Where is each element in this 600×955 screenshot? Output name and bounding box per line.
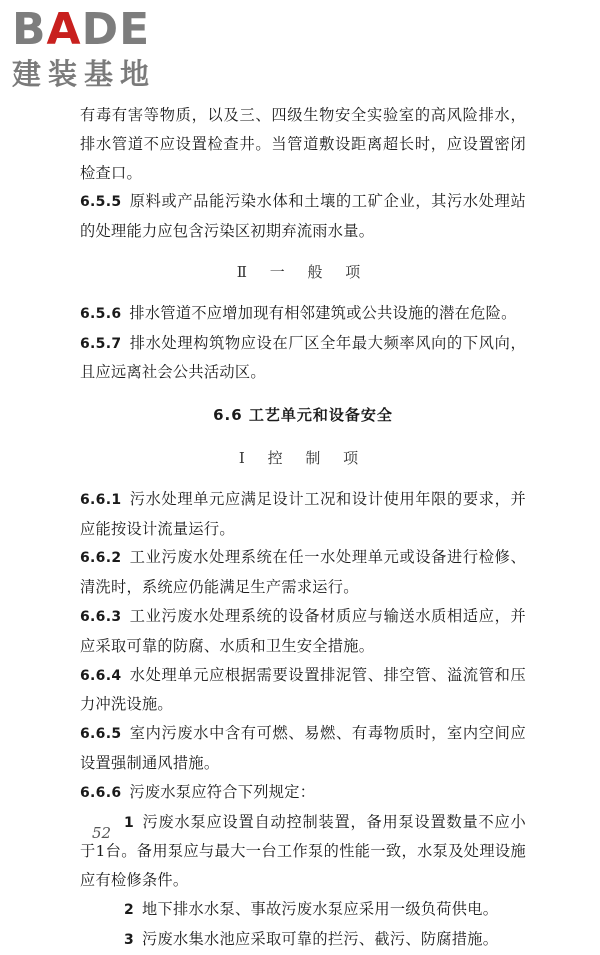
paragraph-carry-over: 有毒有害等物质，以及三、四级生物安全实验室的高风险排水，排水管道不应设置检查井。当管道敷设距离超长时，应设置密闭检查口。 xyxy=(80,106,526,182)
logo-wordmark: BADE xyxy=(12,4,151,55)
clause-6-6-4: 6.6.4 水处理单元应根据需要设置排泥管、排空管、溢流管和压力冲洗设施。 xyxy=(80,665,526,714)
brand-logo xyxy=(12,4,182,94)
page-number: 52 xyxy=(92,824,112,842)
clause-6-6-5: 6.6.5 室内污废水中含有可燃、易燃、有毒物质时，室内空间应设置强制通风措施。 xyxy=(80,724,526,772)
list-item-3: 3 污废水集水池应采取可靠的拦污、截污、防腐措施。 xyxy=(124,929,499,948)
clause-6-5-5: 6.5.5 原料或产品能污染水体和土壤的工矿企业，其污水处理站的处理能力应包含污染区初期弃流雨水量。 xyxy=(80,192,526,241)
section-title: 6.6 工艺单元和设备安全 xyxy=(213,406,393,425)
clause-6-6-6: 6.6.6 污废水泵应符合下列规定： xyxy=(80,782,316,801)
list-item-2: 2 地下排水水泵、事故污废水泵应采用一级负荷供电。 xyxy=(124,899,499,918)
clause-6-6-2: 6.6.2 工业污废水处理系统在任一水处理单元或设备进行检修、清洗时，系统应仍能满足生产需求运行。 xyxy=(80,548,526,597)
heading-general-items: Ⅱ 一 般 项 xyxy=(236,262,370,281)
clause-6-6-3: 6.6.3 工业污废水处理系统的设备材质应与输送水质相适应，并应采取可靠的防腐、水质和卫生安全措施。 xyxy=(80,606,526,655)
document-body xyxy=(80,101,526,955)
heading-control-items: Ⅰ 控 制 项 xyxy=(238,448,368,467)
clause-6-6-1: 6.6.1 污水处理单元应满足设计工况和设计使用年限的要求，并应能按设计流量运行。 xyxy=(80,489,526,538)
logo-subtitle: 建装基地 xyxy=(12,57,157,91)
clause-6-5-6: 6.5.6 排水管道不应增加现有相邻建筑或公共设施的潜在危险。 xyxy=(80,303,517,322)
clause-6-5-7: 6.5.7 排水处理构筑物应设在厂区全年最大频率风向的下风向，且应远离社会公共活动区。 xyxy=(80,333,526,382)
list-item-1: 1 污废水泵应设置自动控制装置，备用泵设置数量不应小于1台。备用泵应与最大一台工作泵的性能一致，水泵及处理设施应有检修条件。 xyxy=(80,812,526,890)
